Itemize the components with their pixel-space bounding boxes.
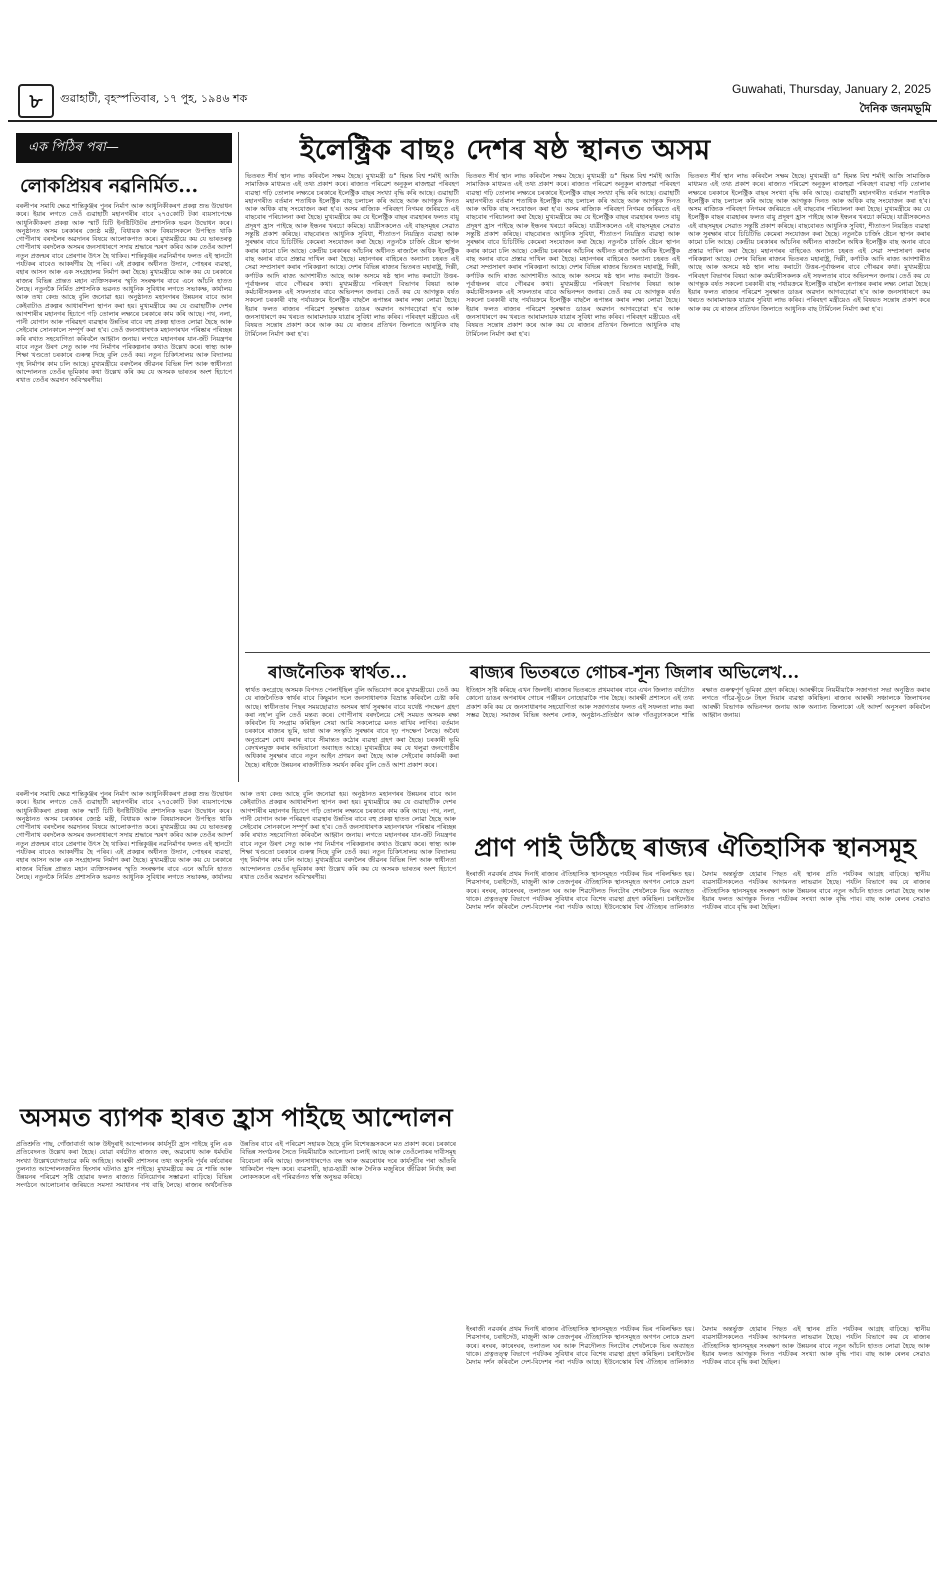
left-column-text bbox=[16, 202, 232, 787]
lead-story-col1 bbox=[245, 172, 459, 652]
left-headline: লোকপ্ৰিয়ৰ নৱনিৰ্মিত... bbox=[20, 175, 199, 197]
district-headline: ৰাজ্যৰ ভিতৰতে গোচৰ-শূন্য জিলাৰ অভিলেখ... bbox=[470, 663, 800, 683]
left-article-body: বৰলীপৰ সমাধি ক্ষেত্ৰ শান্তিকুঞ্জৰ পুনৰ নিৰ্মাণ আৰু আধুনিকীকৰণ প্ৰকল্প শুভ উদ্বোধন কৰে। ইয়াৰ লগতে তেওঁ গুৱাহাটী মহানগৰীৰ বাবে ২৭৫কোটি টকা ব্যয়সাপেক্ষে আধুনিকীকৰণ প্ৰকল্প আৰু স্মাৰ্ট চিটি ইনষ্টিটিউটৰ প্ৰশাসনিক ভৱন উদ্বোধন কৰে। অনুষ্ঠানত অসম চৰকাৰৰ জ্যেষ্ঠ মন্ত্ৰী, বিধায়ক আৰু বিষয়াসকলে উপস্থিত থাকি গোপীনাথ বৰদলৈৰ অৱদানৰ বিষয়ে আলোকপাত কৰে। মুখ্যমন্ত্ৰীয়ে কয় যে ভাৰতৰত্ন গোপীনাথ বৰদলৈক অসমৰ জনসাধাৰণে সদায় শ্ৰদ্ধাৰে স্মৰণ কৰিব আৰু তেওঁৰ আদৰ্শ নতুন প্ৰজন্মৰ বাবে প্ৰেৰণাৰ উৎস হৈ থাকিব। শান্তিকুঞ্জৰ নৱনিৰ্মাণৰ ফলত এই স্থানটো পৰ্যটকৰ বাবেও আকৰ্ষণীয় হৈ পৰিব। এই প্ৰকল্পৰ অধীনত উদ্যান, পোহৰৰ ব্যৱস্থা, বহাৰ আসন আৰু এক সংগ্ৰহালয় নিৰ্মাণ কৰা হৈছে। মুখ্যমন্ত্ৰীয়ে আৰু কয় যে চৰকাৰে ৰাজ্যৰ বিভিন্ন প্ৰান্তত মহান ব্যক্তিসকলৰ স্মৃতি সংৰক্ষণৰ বাবে এনে আঁচনি হাতত লৈছে। নতুনকৈ নিৰ্মিত প্ৰশাসনিক ভৱনত আধুনিক সুবিধাৰ লগতে সভাকক্ষ, কাৰ্যালয় আৰু তথ্য কেন্দ্ৰ আছে বুলি জনোৱা হয়। অনুষ্ঠানত মহানগৰৰ উন্নয়নৰ বাবে আন কেইবাটাও প্ৰকল্পৰ আধাৰশিলা স্থাপন কৰা হয়। মুখ্যমন্ত্ৰীয়ে কয় যে গুৱাহাটীক দেশৰ আগশাৰীৰ মহানগৰ হিচাপে গঢ়ি তোলাৰ লক্ষ্যৰে চৰকাৰে কাম কৰি আছে। পথ, নলা, পানী যোগান আৰু পৰিৱহণ ব্যৱস্থাৰ উন্নতিৰ বাবে বহু প্ৰকল্প হাতত লোৱা হৈছে আৰু সেইবোৰ সোনকালে সম্পূৰ্ণ কৰা হ'ব। তেওঁ জনসাধাৰণক মহানগৰখন পৰিষ্কাৰ পৰিচ্ছন্ন কৰি ৰখাত সহযোগিতা কৰিবলৈ আহ্বান জনায়। লগতে মহানগৰৰ যান-জঁট নিয়ন্ত্ৰণৰ বাবে নতুন উৰণ সেতু আৰু পথ নিৰ্মাণৰ পৰিকল্পনাৰ কথাও উল্লেখ কৰে। স্বাস্থ্য আৰু শিক্ষা খণ্ডতো চৰকাৰে গুৰুত্ব দিছে বুলি তেওঁ কয়। নতুন চিকিৎসালয় আৰু বিদ্যালয় গৃহ নিৰ্মাণৰ কাম চলি আছে। মুখ্যমন্ত্ৰীয়ে বৰদলৈৰ জীৱনৰ বিভিন্ন দিশ আৰু স্বাধীনতা আন্দোলনত তেওঁৰ ভূমিকাৰ কথা উল্লেখ কৰি কয় যে অসমক ভাৰতৰ অংশ হিচাপে ৰখাত তেওঁৰ অৱদান অবিস্মৰণীয়। bbox=[16, 202, 232, 385]
left-lower-text bbox=[16, 790, 456, 1090]
page-header bbox=[8, 76, 937, 122]
lead-story-body-cont: ভিতৰত শীৰ্ষ স্থান লাভ কৰিবলৈ সক্ষম হৈছে। মুখ্যমন্ত্ৰী ড° হিমন্ত বিশ্ব শৰ্মাই আজি সামাজিক মাধ্যমত এই তথ্য প্ৰকাশ কৰে। ৰাজ্যত পৰিৱেশ অনুকূল ৰাজহুৱা পৰিবহণ ব্যৱস্থা গঢ়ি তোলাৰ লক্ষ্যৰে চৰকাৰে ইলেক্ট্ৰিক বাছৰ সংখ্যা বৃদ্ধি কৰি আছে। গুৱাহাটী মহানগৰীত বৰ্তমান শতাধিক ইলেক্ট্ৰিক বাছ চলাচল কৰি আছে আৰু আগন্তুক দিনত আৰু অধিক বাছ সংযোজন কৰা হ'ব। অসম ৰাজ্যিক পৰিবহণ নিগমৰ জৰিয়তে এই বাছবোৰ পৰিচালনা কৰা হৈছে। মুখ্যমন্ত্ৰীয়ে কয় যে ইলেক্ট্ৰিক বাছৰ ব্যৱহাৰৰ ফলত বায়ু প্ৰদূষণ হ্ৰাস পাইছে আৰু ইন্ধনৰ খৰচো কমিছে। যাত্ৰীসকলেও এই বাছসমূহৰ সেৱাত সন্তুষ্টি প্ৰকাশ কৰিছে। বাছবোৰত আধুনিক সুবিধা, শীতাতপ নিয়ন্ত্ৰিত ব্যৱস্থা আৰু সুৰক্ষাৰ বাবে চিচিটিভি কেমেৰা সংযোজন কৰা হৈছে। নতুনকৈ চাৰ্জিং ষ্টেচন স্থাপন কৰাৰ কামো চলি আছে। কেন্দ্ৰীয় চৰকাৰৰ আঁচনিৰ অধীনত ৰাজ্যলৈ অধিক ইলেক্ট্ৰিক বাছ অনাৰ বাবে প্ৰস্তাৱ দাখিল কৰা হৈছে। মহানগৰৰ বাহিৰেও অন্যান্য চহৰত এই সেৱা সম্প্ৰসাৰণ কৰাৰ পৰিকল্পনা আছে। দেশৰ বিভিন্ন ৰাজ্যৰ ভিতৰত মহাৰাষ্ট্ৰ, দিল্লী, কৰ্ণাটক আদি ৰাজ্য আগশাৰীত আছে আৰু অসমে ষষ্ঠ স্থান লাভ কৰাটো উত্তৰ-পূৰ্বাঞ্চলৰ বাবে গৌৰৱৰ কথা। মুখ্যমন্ত্ৰীয়ে পৰিবহণ বিভাগৰ বিষয়া আৰু কৰ্মচাৰীসকলক এই সফলতাৰ বাবে অভিনন্দন জনায়। তেওঁ কয় যে আগন্তুক বৰ্ষত সকলো চৰকাৰী বাছ পৰ্যায়ক্ৰমে ইলেক্ট্ৰিক বাছলৈ ৰূপান্তৰ কৰাৰ লক্ষ্য লোৱা হৈছে। ইয়াৰ ফলত ৰাজ্যৰ পৰিৱেশ সুৰক্ষাত ডাঙৰ অৱদান আগবঢ়োৱা হ'ব আৰু জনসাধাৰণে কম খৰচত আৰামদায়ক যাত্ৰাৰ সুবিধা লাভ কৰিব। পৰিবহণ মন্ত্ৰীয়েও এই বিষয়ত সন্তোষ প্ৰকাশ কৰে আৰু কয় যে ৰাজ্যৰ প্ৰতিখন জিলাতে আধুনিক বাছ টাৰ্মিনেল নিৰ্মাণ কৰা হ'ব। bbox=[466, 172, 680, 338]
paper-name: দৈনিক জনমভূমি bbox=[859, 102, 931, 115]
heritage-headline: প্ৰাণ পাই উঠিছে ৰাজ্যৰ ঐতিহাসিক স্থানসমূহ bbox=[474, 833, 916, 862]
lead-story-col2 bbox=[466, 172, 680, 652]
politics-body: স্বাৰ্থত কংগ্ৰেছে অসমক বিপদত পেলাইছিল বুলি অভিযোগ কৰে মুখ্যমন্ত্ৰীয়ে। তেওঁ কয় যে ৰাজনৈতিক স্বাৰ্থৰ বাবে কিছুমান দলে জনসাধাৰণক বিভ্ৰান্ত কৰিবলৈ চেষ্টা কৰি আছে। স্বাধীনতাৰ পিছৰ সময়ছোৱাত অসমৰ স্বাৰ্থ সুৰক্ষাৰ বাবে যথেষ্ট পদক্ষেপ গ্ৰহণ কৰা নহ'ল বুলি তেওঁ মন্তব্য কৰে। গোপীনাথ বৰদলৈয়ে সেই সময়ত অসমক ৰক্ষা কৰিবলৈ যি সংগ্ৰাম কৰিছিল সেয়া আমি সকলোৱে মনত ৰাখিব লাগিব। বৰ্তমান চৰকাৰে ৰাজ্যৰ ভূমি, ভাষা আৰু সংস্কৃতি সুৰক্ষাৰ বাবে দৃঢ় পদক্ষেপ লৈছে। অবৈধ অনুপ্ৰৱেশ ৰোধ কৰাৰ বাবে সীমান্তত কঠোৰ ব্যৱস্থা গ্ৰহণ কৰা হৈছে। চৰকাৰী ভূমি বেদখলমুক্ত কৰাৰ অভিযানো অব্যাহত আছে। মুখ্যমন্ত্ৰীয়ে কয় যে থলুৱা জনগোষ্ঠীৰ অধিকাৰ সুৰক্ষাৰ বাবে নতুন আইন প্ৰণয়ন কৰা হৈছে আৰু সেইবোৰ কাৰ্যকৰী কৰা হৈছে। ৰাইজে উন্নয়নৰ ৰাজনীতিক সমৰ্থন কৰিব বুলি তেওঁ আশা প্ৰকাশ কৰে। bbox=[245, 686, 459, 769]
continued-banner: এক পিঠিৰ পৰা— bbox=[16, 133, 232, 163]
left-lower-body: বৰলীপৰ সমাধি ক্ষেত্ৰ শান্তিকুঞ্জৰ পুনৰ নিৰ্মাণ আৰু আধুনিকীকৰণ প্ৰকল্প শুভ উদ্বোধন কৰে। ইয়াৰ লগতে তেওঁ গুৱাহাটী মহানগৰীৰ বাবে ২৭৫কোটি টকা ব্যয়সাপেক্ষে আধুনিকীকৰণ প্ৰকল্প আৰু স্মাৰ্ট চিটি ইনষ্টিটিউটৰ প্ৰশাসনিক ভৱন উদ্বোধন কৰে। অনুষ্ঠানত অসম চৰকাৰৰ জ্যেষ্ঠ মন্ত্ৰী, বিধায়ক আৰু বিষয়াসকলে উপস্থিত থাকি গোপীনাথ বৰদলৈৰ অৱদানৰ বিষয়ে আলোকপাত কৰে। মুখ্যমন্ত্ৰীয়ে কয় যে ভাৰতৰত্ন গোপীনাথ বৰদলৈক অসমৰ জনসাধাৰণে সদায় শ্ৰদ্ধাৰে স্মৰণ কৰিব আৰু তেওঁৰ আদৰ্শ নতুন প্ৰজন্মৰ বাবে প্ৰেৰণাৰ উৎস হৈ থাকিব। শান্তিকুঞ্জৰ নৱনিৰ্মাণৰ ফলত এই স্থানটো পৰ্যটকৰ বাবেও আকৰ্ষণীয় হৈ পৰিব। এই প্ৰকল্পৰ অধীনত উদ্যান, পোহৰৰ ব্যৱস্থা, বহাৰ আসন আৰু এক সংগ্ৰহালয় নিৰ্মাণ কৰা হৈছে। মুখ্যমন্ত্ৰীয়ে আৰু কয় যে চৰকাৰে ৰাজ্যৰ বিভিন্ন প্ৰান্তত মহান ব্যক্তিসকলৰ স্মৃতি সংৰক্ষণৰ বাবে এনে আঁচনি হাতত লৈছে। নতুনকৈ নিৰ্মিত প্ৰশাসনিক ভৱনত আধুনিক সুবিধাৰ লগতে সভাকক্ষ, কাৰ্যালয় আৰু তথ্য কেন্দ্ৰ আছে বুলি জনোৱা হয়। অনুষ্ঠানত মহানগৰৰ উন্নয়নৰ বাবে আন কেইবাটাও প্ৰকল্পৰ আধাৰশিলা স্থাপন কৰা হয়। মুখ্যমন্ত্ৰীয়ে কয় যে গুৱাহাটীক দেশৰ আগশাৰীৰ মহানগৰ হিচাপে গঢ়ি তোলাৰ লক্ষ্যৰে চৰকাৰে কাম কৰি আছে। পথ, নলা, পানী যোগান আৰু পৰিৱহণ ব্যৱস্থাৰ উন্নতিৰ বাবে বহু প্ৰকল্প হাতত লোৱা হৈছে আৰু সেইবোৰ সোনকালে সম্পূৰ্ণ কৰা হ'ব। তেওঁ জনসাধাৰণক মহানগৰখন পৰিষ্কাৰ পৰিচ্ছন্ন কৰি ৰখাত সহযোগিতা কৰিবলৈ আহ্বান জনায়। লগতে মহানগৰৰ যান-জঁট নিয়ন্ত্ৰণৰ বাবে নতুন উৰণ সেতু আৰু পথ নিৰ্মাণৰ পৰিকল্পনাৰ কথাও উল্লেখ কৰে। স্বাস্থ্য আৰু শিক্ষা খণ্ডতো চৰকাৰে গুৰুত্ব দিছে বুলি তেওঁ কয়। নতুন চিকিৎসালয় আৰু বিদ্যালয় গৃহ নিৰ্মাণৰ কাম চলি আছে। মুখ্যমন্ত্ৰীয়ে বৰদলৈৰ জীৱনৰ বিভিন্ন দিশ আৰু স্বাধীনতা আন্দোলনত তেওঁৰ ভূমিকাৰ কথা উল্লেখ কৰি কয় যে অসমক ভাৰতৰ অংশ হিচাপে ৰখাত তেওঁৰ অৱদান অবিস্মৰণীয়। bbox=[16, 790, 456, 881]
heritage-lower-text bbox=[466, 1325, 930, 1560]
lead-headline: ইলেক্ট্ৰিক বাছঃ দেশৰ ষষ্ঠ স্থানত অসম bbox=[300, 133, 711, 166]
section-rule bbox=[245, 652, 930, 653]
lead-story-col3 bbox=[688, 172, 930, 652]
heritage-body: ইংৰাজী নৱবৰ্ষৰ প্ৰথম দিনাই ৰাজ্যৰ ঐতিহাসিক স্থানসমূহত পৰ্যটকৰ ভিৰ পৰিলক্ষিত হয়। শিৱসাগৰ, চৰাইদেউ, মাজুলী আৰু তেজপুৰৰ ঐতিহাসিক স্থানসমূহত অগণন লোকে ভ্ৰমণ কৰে। ৰংঘৰ, কাৰেংঘৰ, তলাতল ঘৰ আৰু শিৱদৌলত দিনটোৰ শেষলৈকে ভিৰ অব্যাহত থাকে। প্ৰত্নতত্ত্ব বিভাগে পৰ্যটকৰ সুবিধাৰ বাবে বিশেষ ব্যৱস্থা গ্ৰহণ কৰিছিল। চৰাইদেউৰ মৈদাম দৰ্শন কৰিবলৈ দেশ-বিদেশৰ পৰা পৰ্যটক আহে। ইউনেস্কোৰ বিশ্ব ঐতিহ্যৰ তালিকাত মৈদাম অন্তৰ্ভুক্ত হোৱাৰ পিছত এই স্থানৰ প্ৰতি পৰ্যটকৰ আগ্ৰহ বাঢ়িছে। স্থানীয় ব্যৱসায়ীসকলেও পৰ্যটকৰ আগমনত লাভৱান হৈছে। পৰ্যটন বিভাগে কয় যে ৰাজ্যৰ ঐতিহাসিক স্থানসমূহৰ সংৰক্ষণ আৰু উন্নয়নৰ বাবে নতুন আঁচনি হাতত লোৱা হৈছে আৰু ইয়াৰ ফলত আগন্তুক দিনত পৰ্যটকৰ সংখ্যা আৰু বৃদ্ধি পাব। বাছ আৰু ৰেলৰ সেৱাও পৰ্যটকৰ বাবে বৃদ্ধি কৰা হৈছিল। bbox=[466, 870, 930, 912]
date-english: Guwahati, Thursday, January 2, 2025 bbox=[731, 82, 931, 96]
movement-text bbox=[16, 1140, 456, 1560]
date-assamese: গুৱাহাটী, বৃহস্পতিবাৰ, ১৭ পুহ, ১৯৪৬ শক bbox=[60, 92, 248, 105]
lead-story-body: ভিতৰত শীৰ্ষ স্থান লাভ কৰিবলৈ সক্ষম হৈছে। মুখ্যমন্ত্ৰী ড° হিমন্ত বিশ্ব শৰ্মাই আজি সামাজিক মাধ্যমত এই তথ্য প্ৰকাশ কৰে। ৰাজ্যত পৰিৱেশ অনুকূল ৰাজহুৱা পৰিবহণ ব্যৱস্থা গঢ়ি তোলাৰ লক্ষ্যৰে চৰকাৰে ইলেক্ট্ৰিক বাছৰ সংখ্যা বৃদ্ধি কৰি আছে। গুৱাহাটী মহানগৰীত বৰ্তমান শতাধিক ইলেক্ট্ৰিক বাছ চলাচল কৰি আছে আৰু আগন্তুক দিনত আৰু অধিক বাছ সংযোজন কৰা হ'ব। অসম ৰাজ্যিক পৰিবহণ নিগমৰ জৰিয়তে এই বাছবোৰ পৰিচালনা কৰা হৈছে। মুখ্যমন্ত্ৰীয়ে কয় যে ইলেক্ট্ৰিক বাছৰ ব্যৱহাৰৰ ফলত বায়ু প্ৰদূষণ হ্ৰাস পাইছে আৰু ইন্ধনৰ খৰচো কমিছে। যাত্ৰীসকলেও এই বাছসমূহৰ সেৱাত সন্তুষ্টি প্ৰকাশ কৰিছে। বাছবোৰত আধুনিক সুবিধা, শীতাতপ নিয়ন্ত্ৰিত ব্যৱস্থা আৰু সুৰক্ষাৰ বাবে চিচিটিভি কেমেৰা সংযোজন কৰা হৈছে। নতুনকৈ চাৰ্জিং ষ্টেচন স্থাপন কৰাৰ কামো চলি আছে। কেন্দ্ৰীয় চৰকাৰৰ আঁচনিৰ অধীনত ৰাজ্যলৈ অধিক ইলেক্ট্ৰিক বাছ অনাৰ বাবে প্ৰস্তাৱ দাখিল কৰা হৈছে। মহানগৰৰ বাহিৰেও অন্যান্য চহৰত এই সেৱা সম্প্ৰসাৰণ কৰাৰ পৰিকল্পনা আছে। দেশৰ বিভিন্ন ৰাজ্যৰ ভিতৰত মহাৰাষ্ট্ৰ, দিল্লী, কৰ্ণাটক আদি ৰাজ্য আগশাৰীত আছে আৰু অসমে ষষ্ঠ স্থান লাভ কৰাটো উত্তৰ-পূৰ্বাঞ্চলৰ বাবে গৌৰৱৰ কথা। মুখ্যমন্ত্ৰীয়ে পৰিবহণ বিভাগৰ বিষয়া আৰু কৰ্মচাৰীসকলক এই সফলতাৰ বাবে অভিনন্দন জনায়। তেওঁ কয় যে আগন্তুক বৰ্ষত সকলো চৰকাৰী বাছ পৰ্যায়ক্ৰমে ইলেক্ট্ৰিক বাছলৈ ৰূপান্তৰ কৰাৰ লক্ষ্য লোৱা হৈছে। ইয়াৰ ফলত ৰাজ্যৰ পৰিৱেশ সুৰক্ষাত ডাঙৰ অৱদান আগবঢ়োৱা হ'ব আৰু জনসাধাৰণে কম খৰচত আৰামদায়ক যাত্ৰাৰ সুবিধা লাভ কৰিব। পৰিবহণ মন্ত্ৰীয়েও এই বিষয়ত সন্তোষ প্ৰকাশ কৰে আৰু কয় যে ৰাজ্যৰ প্ৰতিখন জিলাতে আধুনিক বাছ টাৰ্মিনেল নিৰ্মাণ কৰা হ'ব। bbox=[245, 172, 459, 338]
district-body: ইতিহাস সৃষ্টি কৰিছে এখন জিলাই। ৰাজ্যৰ ভিতৰতে প্ৰথমবাৰৰ বাবে এখন জিলাত বৰ্ষটোত কোনো ডাঙৰ অপৰাধৰ গোচৰ পঞ্জীয়ন নোহোৱাকৈ পাৰ হৈছে। আৰক্ষী প্ৰশাসনে এই তথ্য প্ৰকাশ কৰি কয় যে জনসাধাৰণৰ সহযোগিতা আৰু সজাগতাৰ ফলত এই সফলতা লাভ কৰা সম্ভৱ হৈছে। সমাজৰ বিভিন্ন অংশৰ লোক, অনুষ্ঠান-প্ৰতিষ্ঠান আৰু গাঁওবুঢ়াসকলে শান্তি ৰক্ষাত গুৰুত্বপূৰ্ণ ভূমিকা গ্ৰহণ কৰিছে। আৰক্ষীয়ে নিয়মীয়াকৈ সজাগতা সভা অনুষ্ঠিত কৰাৰ লগতে গাঁৱে-ভূঁঞে টহল দিয়াৰ ব্যৱস্থা কৰিছিল। ৰাজ্যৰ আৰক্ষী সঞ্চালকে জিলাখনৰ আৰক্ষী বিভাগক অভিনন্দন জনায় আৰু অন্যান্য জিলাকো এই আদৰ্শ অনুসৰণ কৰিবলৈ আহ্বান জনায়। bbox=[466, 686, 930, 719]
heritage-text bbox=[466, 870, 930, 1320]
movement-headline: অসমত ব্যাপক হাৰত হ্ৰাস পাইছে আন্দোলন bbox=[20, 1103, 453, 1132]
district-text bbox=[466, 686, 930, 816]
heritage-lower-body: ইংৰাজী নৱবৰ্ষৰ প্ৰথম দিনাই ৰাজ্যৰ ঐতিহাসিক স্থানসমূহত পৰ্যটকৰ ভিৰ পৰিলক্ষিত হয়। শিৱসাগৰ, চৰাইদেউ, মাজুলী আৰু তেজপুৰৰ ঐতিহাসিক স্থানসমূহত অগণন লোকে ভ্ৰমণ কৰে। ৰংঘৰ, কাৰেংঘৰ, তলাতল ঘৰ আৰু শিৱদৌলত দিনটোৰ শেষলৈকে ভিৰ অব্যাহত থাকে। প্ৰত্নতত্ত্ব বিভাগে পৰ্যটকৰ সুবিধাৰ বাবে বিশেষ ব্যৱস্থা গ্ৰহণ কৰিছিল। চৰাইদেউৰ মৈদাম দৰ্শন কৰিবলৈ দেশ-বিদেশৰ পৰা পৰ্যটক আহে। ইউনেস্কোৰ বিশ্ব ঐতিহ্যৰ তালিকাত মৈদাম অন্তৰ্ভুক্ত হোৱাৰ পিছত এই স্থানৰ প্ৰতি পৰ্যটকৰ আগ্ৰহ বাঢ়িছে। স্থানীয় ব্যৱসায়ীসকলেও পৰ্যটকৰ আগমনত লাভৱান হৈছে। পৰ্যটন বিভাগে কয় যে ৰাজ্যৰ ঐতিহাসিক স্থানসমূহৰ সংৰক্ষণ আৰু উন্নয়নৰ বাবে নতুন আঁচনি হাতত লোৱা হৈছে আৰু ইয়াৰ ফলত আগন্তুক দিনত পৰ্যটকৰ সংখ্যা আৰু বৃদ্ধি পাব। বাছ আৰু ৰেলৰ সেৱাও পৰ্যটকৰ বাবে বৃদ্ধি কৰা হৈছিল। bbox=[466, 1325, 930, 1367]
lead-story-body-cont2: ভিতৰত শীৰ্ষ স্থান লাভ কৰিবলৈ সক্ষম হৈছে। মুখ্যমন্ত্ৰী ড° হিমন্ত বিশ্ব শৰ্মাই আজি সামাজিক মাধ্যমত এই তথ্য প্ৰকাশ কৰে। ৰাজ্যত পৰিৱেশ অনুকূল ৰাজহুৱা পৰিবহণ ব্যৱস্থা গঢ়ি তোলাৰ লক্ষ্যৰে চৰকাৰে ইলেক্ট্ৰিক বাছৰ সংখ্যা বৃদ্ধি কৰি আছে। গুৱাহাটী মহানগৰীত বৰ্তমান শতাধিক ইলেক্ট্ৰিক বাছ চলাচল কৰি আছে আৰু আগন্তুক দিনত আৰু অধিক বাছ সংযোজন কৰা হ'ব। অসম ৰাজ্যিক পৰিবহণ নিগমৰ জৰিয়তে এই বাছবোৰ পৰিচালনা কৰা হৈছে। মুখ্যমন্ত্ৰীয়ে কয় যে ইলেক্ট্ৰিক বাছৰ ব্যৱহাৰৰ ফলত বায়ু প্ৰদূষণ হ্ৰাস পাইছে আৰু ইন্ধনৰ খৰচো কমিছে। যাত্ৰীসকলেও এই বাছসমূহৰ সেৱাত সন্তুষ্টি প্ৰকাশ কৰিছে। বাছবোৰত আধুনিক সুবিধা, শীতাতপ নিয়ন্ত্ৰিত ব্যৱস্থা আৰু সুৰক্ষাৰ বাবে চিচিটিভি কেমেৰা সংযোজন কৰা হৈছে। নতুনকৈ চাৰ্জিং ষ্টেচন স্থাপন কৰাৰ কামো চলি আছে। কেন্দ্ৰীয় চৰকাৰৰ আঁচনিৰ অধীনত ৰাজ্যলৈ অধিক ইলেক্ট্ৰিক বাছ অনাৰ বাবে প্ৰস্তাৱ দাখিল কৰা হৈছে। মহানগৰৰ বাহিৰেও অন্যান্য চহৰত এই সেৱা সম্প্ৰসাৰণ কৰাৰ পৰিকল্পনা আছে। দেশৰ বিভিন্ন ৰাজ্যৰ ভিতৰত মহাৰাষ্ট্ৰ, দিল্লী, কৰ্ণাটক আদি ৰাজ্য আগশাৰীত আছে আৰু অসমে ষষ্ঠ স্থান লাভ কৰাটো উত্তৰ-পূৰ্বাঞ্চলৰ বাবে গৌৰৱৰ কথা। মুখ্যমন্ত্ৰীয়ে পৰিবহণ বিভাগৰ বিষয়া আৰু কৰ্মচাৰীসকলক এই সফলতাৰ বাবে অভিনন্দন জনায়। তেওঁ কয় যে আগন্তুক বৰ্ষত সকলো চৰকাৰী বাছ পৰ্যায়ক্ৰমে ইলেক্ট্ৰিক বাছলৈ ৰূপান্তৰ কৰাৰ লক্ষ্য লোৱা হৈছে। ইয়াৰ ফলত ৰাজ্যৰ পৰিৱেশ সুৰক্ষাত ডাঙৰ অৱদান আগবঢ়োৱা হ'ব আৰু জনসাধাৰণে কম খৰচত আৰামদায়ক যাত্ৰাৰ সুবিধা লাভ কৰিব। পৰিবহণ মন্ত্ৰীয়েও এই বিষয়ত সন্তোষ প্ৰকাশ কৰে আৰু কয় যে ৰাজ্যৰ প্ৰতিখন জিলাতে আধুনিক বাছ টাৰ্মিনেল নিৰ্মাণ কৰা হ'ব। bbox=[688, 172, 930, 313]
page-number: ৮ bbox=[18, 84, 54, 118]
column-divider bbox=[238, 132, 239, 782]
movement-body: প্ৰতিশ্ৰুতি পাছ, গোঁজাবাৰ্তা আৰু উইদুৰাই আন্দোলনৰ কাৰ্যসূচী হ্ৰাস পাইছে বুলি এক প্ৰতিবেদনত উল্লেখ কৰা হৈছে। যোৱা বৰ্ষটোত ৰাজ্যত বন্ধ, অৱৰোধ আৰু ধৰ্মঘটৰ সংখ্যা উল্লেখযোগ্যভাৱে কমি আহিছে। আৰক্ষী প্ৰশাসনৰ তথ্য অনুসৰি পূৰ্বৰ বৰ্ষবোৰৰ তুলনাত আন্দোলনজনিত হিংসাৰ ঘটনাও হ্ৰাস পাইছে। মুখ্যমন্ত্ৰীয়ে কয় যে শান্তি আৰু উন্নয়নৰ পৰিৱেশ সৃষ্টি হোৱাৰ ফলত ৰাজ্যত বিনিয়োগৰ সম্ভাৱনা বাঢ়িছে। বিভিন্ন সংগঠনে আলোচনাৰ জৰিয়তে সমস্যা সমাধানৰ পথ বাছি লৈছে। ৰাজ্যৰ অৰ্থনৈতিক উন্নতিৰ বাবে এই পৰিৱেশ সহায়ক হৈছে বুলি বিশেষজ্ঞসকলে মত প্ৰকাশ কৰে। চৰকাৰে বিভিন্ন সংগঠনৰ সৈতে নিয়মীয়াকৈ আলোচনা চলাই আছে আৰু তেওঁলোকৰ দাবীসমূহ বিবেচনা কৰি আছে। জনসাধাৰণেও বন্ধ আৰু অৱৰোধৰ দৰে কাৰ্যসূচীৰ পৰা আঁতৰি থাকিবলৈ পছন্দ কৰে। ব্যৱসায়ী, ছাত্ৰ-ছাত্ৰী আৰু দৈনিক মজুৰিৰে জীৱিকা নিৰ্বাহ কৰা লোকসকলে এই পৰিৱৰ্তনত স্বস্তি অনুভৱ কৰিছে। bbox=[16, 1140, 456, 1190]
politics-headline: ৰাজনৈতিক স্বাৰ্থত... bbox=[268, 663, 408, 683]
